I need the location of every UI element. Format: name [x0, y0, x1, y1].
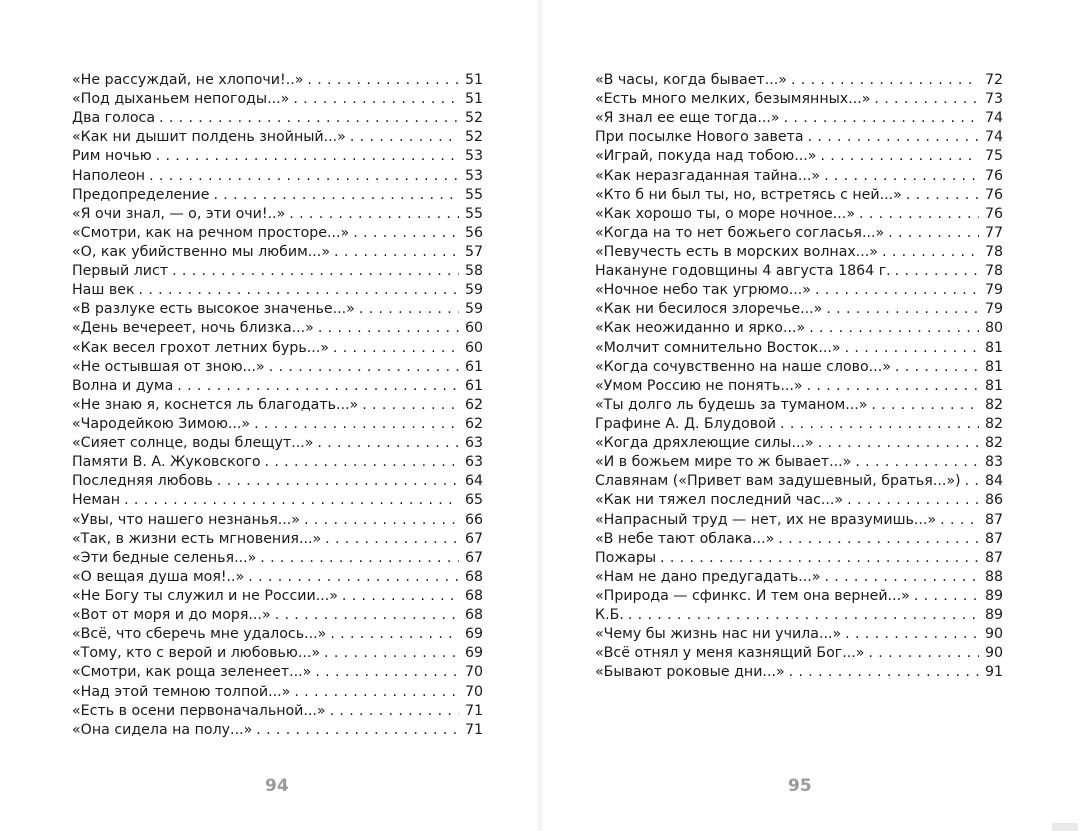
toc-entry-page: 87	[984, 511, 1003, 528]
toc-entry-title: «Я очи знал, — о, эти очи!..»	[72, 205, 286, 222]
toc-entry-title: «Под дыханьем непогоды...»	[72, 91, 290, 108]
toc-entry-page: 89	[984, 587, 1003, 604]
toc-entry-title: «Когда на то нет божьего согласья...»	[595, 224, 885, 241]
toc-entry-page: 75	[984, 148, 1003, 165]
toc-entry	[72, 511, 483, 530]
toc-entry	[595, 300, 1003, 319]
toc-entry	[595, 147, 1003, 166]
toc-entry	[72, 683, 483, 702]
toc-entry-title: «Молчит сомнительно Восток...»	[595, 339, 841, 356]
toc-entry	[72, 224, 483, 243]
toc-entry-title: «Нам не дано предугадать...»	[595, 568, 821, 585]
toc-entry-page: 63	[464, 454, 483, 471]
toc-entry-title: Накануне годовщины 4 августа 1864 г.	[595, 263, 891, 280]
dot-leader	[265, 453, 459, 472]
toc-entry-page: 83	[984, 454, 1003, 471]
toc-right-column	[595, 71, 1003, 683]
toc-entry-title: «Смотри, как на речном просторе...»	[72, 224, 350, 241]
toc-entry-page: 68	[464, 607, 483, 624]
dot-leader	[882, 243, 979, 262]
toc-entry	[72, 205, 483, 224]
toc-entry	[72, 663, 483, 682]
toc-entry	[595, 396, 1003, 415]
toc-entry	[72, 491, 483, 510]
toc-entry	[595, 453, 1003, 472]
dot-leader	[289, 205, 459, 224]
toc-entry-page: 78	[984, 243, 1003, 260]
toc-entry-page: 70	[464, 683, 483, 700]
toc-entry	[72, 472, 483, 491]
toc-entry	[72, 377, 483, 396]
page-number-right: 95	[788, 776, 812, 796]
dot-leader	[808, 128, 979, 147]
toc-entry-page: 82	[984, 396, 1003, 413]
dot-leader	[177, 377, 459, 396]
toc-entry-title: «Природа — сфинкс. И тем она верней...»	[595, 587, 910, 604]
toc-entry	[72, 358, 483, 377]
dot-leader	[868, 644, 978, 663]
toc-entry	[72, 128, 483, 147]
dot-leader	[350, 128, 459, 147]
dot-leader	[859, 205, 979, 224]
dot-leader	[325, 530, 459, 549]
toc-entry-page: 76	[984, 167, 1003, 184]
toc-entry-page: 70	[464, 664, 483, 681]
toc-entry-page: 68	[464, 568, 483, 585]
toc-entry-page: 71	[464, 721, 483, 738]
toc-entry	[72, 396, 483, 415]
dot-leader	[791, 71, 979, 90]
toc-entry	[595, 415, 1003, 434]
dot-leader	[294, 683, 459, 702]
toc-entry	[595, 377, 1003, 396]
toc-entry-page: 78	[984, 263, 1003, 280]
toc-entry	[595, 358, 1003, 377]
toc-entry-page: 62	[464, 396, 483, 413]
toc-entry	[595, 491, 1003, 510]
toc-entry	[595, 587, 1003, 606]
toc-entry-title: «Когда дряхлеющие силы...»	[595, 435, 814, 452]
toc-entry-page: 53	[464, 148, 483, 165]
toc-entry-page: 59	[464, 282, 483, 299]
toc-entry-title: «Как ни бесилося злоречье...»	[595, 301, 823, 318]
toc-entry-page: 88	[984, 568, 1003, 585]
toc-entry-page: 60	[464, 320, 483, 337]
dot-leader	[824, 167, 979, 186]
dot-leader	[815, 281, 979, 300]
dot-leader	[824, 568, 978, 587]
dot-leader	[660, 549, 979, 568]
toc-entry-page: 81	[984, 339, 1003, 356]
toc-entry-title: «День вечереет, ночь близка...»	[72, 320, 314, 337]
toc-entry-page: 63	[464, 435, 483, 452]
toc-entry-page: 56	[464, 224, 483, 241]
toc-entry-title: «Я знал ее еще тогда...»	[595, 110, 780, 127]
toc-entry-title: «Не остывшая от зною...»	[72, 358, 265, 375]
dot-leader	[359, 300, 459, 319]
toc-entry-title: «Как ни тяжел последний час...»	[595, 492, 844, 509]
toc-entry-page: 74	[984, 110, 1003, 127]
dot-leader	[906, 186, 979, 205]
dot-leader	[269, 358, 459, 377]
dot-leader	[342, 587, 459, 606]
toc-entry	[72, 71, 483, 90]
dot-leader	[789, 663, 979, 682]
toc-entry-page: 77	[984, 224, 1003, 241]
toc-entry-title: «Бывают роковые дни...»	[595, 664, 785, 681]
toc-entry	[595, 128, 1003, 147]
dot-leader	[845, 339, 979, 358]
toc-entry-title: Наш век	[72, 282, 135, 299]
dot-leader	[895, 262, 979, 281]
toc-entry-title: «Сияет солнце, воды блещут...»	[72, 435, 314, 452]
toc-entry-page: 80	[984, 320, 1003, 337]
toc-entry-page: 87	[984, 530, 1003, 547]
toc-entry-title: «Эти бедные селенья...»	[72, 549, 257, 566]
toc-entry-page: 67	[464, 549, 483, 566]
dot-leader	[254, 415, 459, 434]
toc-entry-title: «В разлуке есть высокое значенье...»	[72, 301, 355, 318]
toc-entry-title: Славянам («Привет вам задушевный, братья...»)	[595, 473, 961, 490]
toc-entry	[595, 625, 1003, 644]
toc-entry-page: 67	[464, 530, 483, 547]
dot-leader	[362, 396, 459, 415]
dot-leader	[260, 549, 459, 568]
toc-entry-page: 90	[984, 645, 1003, 662]
dot-leader	[275, 606, 459, 625]
toc-entry	[72, 434, 483, 453]
toc-entry	[72, 147, 483, 166]
toc-entry	[72, 90, 483, 109]
toc-entry	[595, 644, 1003, 663]
toc-entry-title: «Когда сочувственно на наше слово...»	[595, 358, 891, 375]
toc-entry-title: Волна и дума	[72, 377, 174, 394]
toc-entry-page: 82	[984, 435, 1003, 452]
toc-entry-page: 61	[464, 358, 483, 375]
toc-entry-page: 72	[984, 72, 1003, 88]
toc-entry	[72, 186, 483, 205]
dot-leader	[628, 606, 979, 625]
toc-entry	[72, 109, 483, 128]
dot-leader	[139, 281, 459, 300]
toc-entry-title: «Играй, покуда над тобою...»	[595, 148, 817, 165]
toc-entry	[72, 300, 483, 319]
toc-entry-title: Наполеон	[72, 167, 146, 184]
dot-leader	[330, 702, 459, 721]
toc-entry	[72, 319, 483, 338]
toc-entry-title: «Как хорошо ты, о море ночное...»	[595, 205, 855, 222]
toc-entry-page: 89	[984, 607, 1003, 624]
toc-entry	[595, 224, 1003, 243]
toc-entry-title: «Чему бы жизнь нас ни учила...»	[595, 626, 842, 643]
toc-entry-page: 79	[984, 282, 1003, 299]
dot-leader	[940, 511, 979, 530]
toc-entry-page: 86	[984, 492, 1003, 509]
toc-entry-page: 69	[464, 645, 483, 662]
toc-entry	[72, 453, 483, 472]
dot-leader	[256, 721, 459, 740]
dot-leader	[149, 167, 459, 186]
toc-entry-title: «Всё, что сберечь мне удалось...»	[72, 626, 327, 643]
toc-entry-page: 91	[984, 664, 1003, 681]
toc-entry-title: Предопределение	[72, 186, 210, 203]
toc-entry-page: 76	[984, 186, 1003, 203]
toc-entry	[72, 702, 483, 721]
toc-entry-page: 59	[464, 301, 483, 318]
toc-entry	[595, 262, 1003, 281]
toc-entry	[72, 721, 483, 740]
toc-entry-title: При посылке Нового завета	[595, 129, 804, 146]
dot-leader	[217, 472, 459, 491]
dot-leader	[871, 396, 979, 415]
toc-entry	[72, 243, 483, 262]
toc-entry-title: «В небе тают облака...»	[595, 530, 775, 547]
toc-entry	[595, 243, 1003, 262]
dot-leader	[333, 339, 459, 358]
dot-leader	[159, 109, 459, 128]
toc-entry-title: «Как весел грохот летних бурь...»	[72, 339, 329, 356]
toc-entry-page: 81	[984, 358, 1003, 375]
toc-entry-page: 71	[464, 702, 483, 719]
toc-entry	[595, 339, 1003, 358]
toc-entry	[595, 205, 1003, 224]
toc-entry-title: «Смотри, как роща зеленеет...»	[72, 664, 312, 681]
toc-entry	[72, 625, 483, 644]
toc-entry-title: Графине А. Д. Блудовой	[595, 415, 776, 432]
toc-entry	[72, 262, 483, 281]
toc-entry-title: «Не рассуждай, не хлопочи!..»	[72, 72, 304, 88]
dot-leader	[818, 434, 979, 453]
toc-entry-page: 66	[464, 511, 483, 528]
toc-entry-title: «Как неразгаданная тайна...»	[595, 167, 821, 184]
toc-entry	[595, 71, 1003, 90]
dot-leader	[304, 511, 459, 530]
dot-leader	[318, 319, 459, 338]
dot-leader	[353, 224, 459, 243]
toc-entry-page: 74	[984, 129, 1003, 146]
toc-left-column	[72, 71, 483, 740]
dot-leader	[965, 472, 979, 491]
toc-entry-title: «Кто б ни был ты, но, встретясь с ней...»	[595, 186, 902, 203]
toc-entry	[72, 606, 483, 625]
dot-leader	[324, 644, 459, 663]
toc-entry	[595, 186, 1003, 205]
dot-leader	[888, 224, 979, 243]
dot-leader	[248, 568, 459, 587]
toc-entry-title: «Ночное небо так угрюмо...»	[595, 282, 811, 299]
dot-leader	[307, 71, 459, 90]
toc-entry-title: «В часы, когда бывает...»	[595, 72, 787, 88]
toc-entry-title: «Увы, что нашего незнанья...»	[72, 511, 300, 528]
toc-entry-page: 81	[984, 377, 1003, 394]
dot-leader	[124, 491, 459, 510]
toc-entry-page: 53	[464, 167, 483, 184]
dot-leader	[315, 663, 459, 682]
toc-entry-title: «Не Богу ты служил и не России...»	[72, 587, 338, 604]
toc-entry	[595, 568, 1003, 587]
toc-entry	[595, 434, 1003, 453]
toc-entry-page: 64	[464, 473, 483, 490]
toc-entry-title: К.Б.	[595, 607, 624, 624]
toc-entry-page: 61	[464, 377, 483, 394]
toc-entry-page: 55	[464, 205, 483, 222]
dot-leader	[855, 453, 979, 472]
toc-entry	[72, 549, 483, 568]
dot-leader	[213, 186, 458, 205]
dot-leader	[847, 491, 979, 510]
dot-leader	[820, 147, 979, 166]
toc-entry-page: 55	[464, 186, 483, 203]
page-number-left: 94	[265, 776, 289, 796]
toc-entry-page: 62	[464, 415, 483, 432]
toc-entry-page: 84	[984, 473, 1003, 490]
toc-entry-title: Неман	[72, 492, 121, 509]
toc-entry-page: 82	[984, 415, 1003, 432]
dot-leader	[334, 243, 459, 262]
corner-mark	[1052, 823, 1078, 831]
toc-entry-page: 90	[984, 626, 1003, 643]
dot-leader	[845, 625, 979, 644]
toc-entry	[595, 90, 1003, 109]
toc-entry-title: «Певучесть есть в морских волнах...»	[595, 243, 878, 260]
toc-entry	[595, 319, 1003, 338]
dot-leader	[874, 90, 979, 109]
toc-entry	[595, 472, 1003, 491]
toc-entry-page: 69	[464, 626, 483, 643]
dot-leader	[330, 625, 459, 644]
dot-leader	[778, 530, 979, 549]
toc-entry-title: «Есть много мелких, безымянных...»	[595, 91, 871, 108]
dot-leader	[156, 147, 459, 166]
toc-entry-title: «Ты долго ль будешь за туманом...»	[595, 396, 868, 413]
toc-entry-page: 52	[464, 129, 483, 146]
toc-entry-title: «Вот от моря и до моря...»	[72, 607, 271, 624]
dot-leader	[895, 358, 979, 377]
dot-leader	[826, 300, 979, 319]
toc-entry	[72, 644, 483, 663]
toc-entry-page: 87	[984, 549, 1003, 566]
toc-entry-title: «И в божьем мире то ж бывает...»	[595, 454, 852, 471]
dot-leader	[780, 415, 979, 434]
toc-entry-page: 65	[464, 492, 483, 509]
toc-entry-title: «Над этой темною толпой...»	[72, 683, 291, 700]
dot-leader	[317, 434, 459, 453]
toc-entry	[595, 281, 1003, 300]
dot-leader	[807, 377, 979, 396]
toc-entry-title: «Тому, кто с верой и любовью...»	[72, 645, 321, 662]
toc-entry-title: «Умом Россию не понять...»	[595, 377, 803, 394]
dot-leader	[914, 587, 979, 606]
toc-entry-title: «Не знаю я, коснется ль благодать...»	[72, 396, 359, 413]
toc-entry-title: Первый лист	[72, 263, 169, 280]
dot-leader	[784, 109, 979, 128]
toc-entry	[595, 109, 1003, 128]
toc-entry-title: «О, как убийственно мы любим...»	[72, 243, 331, 260]
toc-entry-page: 58	[464, 263, 483, 280]
toc-entry-page: 51	[464, 72, 483, 88]
toc-entry-page: 79	[984, 301, 1003, 318]
toc-entry	[595, 167, 1003, 186]
toc-entry-page: 51	[464, 91, 483, 108]
dot-leader	[293, 90, 459, 109]
toc-entry-title: «Чародейкою Зимою...»	[72, 415, 251, 432]
toc-entry-page: 68	[464, 587, 483, 604]
toc-entry-page: 76	[984, 205, 1003, 222]
toc-entry	[72, 587, 483, 606]
toc-entry	[595, 606, 1003, 625]
toc-entry	[595, 549, 1003, 568]
toc-entry	[595, 663, 1003, 682]
toc-entry-title: «О вещая душа моя!..»	[72, 568, 245, 585]
toc-entry-title: «Как неожиданно и ярко...»	[595, 320, 806, 337]
toc-entry-title: Пожары	[595, 549, 657, 566]
toc-entry-page: 57	[464, 243, 483, 260]
dot-leader	[172, 262, 459, 281]
toc-entry-page: 60	[464, 339, 483, 356]
toc-entry	[595, 530, 1003, 549]
toc-entry	[72, 568, 483, 587]
toc-entry-page: 52	[464, 110, 483, 127]
toc-entry-title: Два голоса	[72, 110, 156, 127]
toc-entry-title: «Есть в осени первоначальной...»	[72, 702, 326, 719]
toc-entry-title: Последняя любовь	[72, 473, 213, 490]
toc-entry-title: Рим ночью	[72, 148, 152, 165]
toc-entry	[72, 415, 483, 434]
toc-entry-title: Памяти В. А. Жуковского	[72, 454, 261, 471]
toc-entry-title: «Как ни дышит полдень знойный...»	[72, 129, 346, 146]
toc-entry	[72, 281, 483, 300]
toc-entry	[595, 511, 1003, 530]
toc-entry-page: 73	[984, 91, 1003, 108]
book-gutter	[536, 0, 544, 831]
toc-entry-title: «Так, в жизни есть мгновения...»	[72, 530, 322, 547]
toc-entry-title: «Всё отнял у меня казнящий Бог...»	[595, 645, 865, 662]
toc-entry	[72, 167, 483, 186]
dot-leader	[809, 319, 979, 338]
toc-entry	[72, 339, 483, 358]
toc-entry	[72, 530, 483, 549]
toc-entry-title: «Напрасный труд — нет, их не вразумишь...»	[595, 511, 937, 528]
toc-entry-title: «Она сидела на полу...»	[72, 721, 253, 738]
